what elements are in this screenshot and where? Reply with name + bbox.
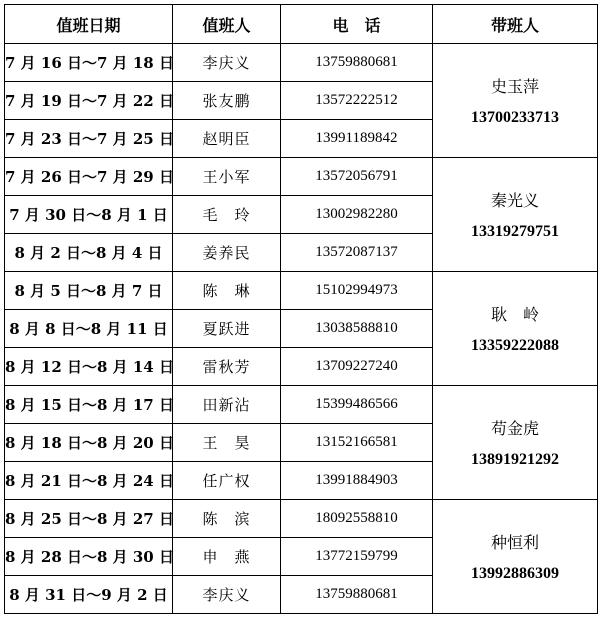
duty-date: 8 月 31 日～9 月 2 日 bbox=[5, 576, 173, 614]
duty-phone: 13759880681 bbox=[281, 44, 433, 82]
duty-date: 7 月 26 日～7 月 29 日 bbox=[5, 158, 173, 196]
header-leader: 带班人 bbox=[433, 5, 598, 44]
duty-phone: 18092558810 bbox=[281, 500, 433, 538]
duty-person: 王 昊 bbox=[173, 424, 281, 462]
duty-date: 8 月 12 日～8 月 14 日 bbox=[5, 348, 173, 386]
duty-date: 8 月 15 日～8 月 17 日 bbox=[5, 386, 173, 424]
duty-date: 8 月 25 日～8 月 27 日 bbox=[5, 500, 173, 538]
duty-person: 毛 玲 bbox=[173, 196, 281, 234]
leader-name: 耿 岭 bbox=[490, 305, 539, 324]
duty-date: 7 月 19 日～7 月 22 日 bbox=[5, 82, 173, 120]
leader-name: 种恒利 bbox=[490, 533, 539, 552]
leader-cell bbox=[433, 44, 598, 158]
duty-person: 雷秋芳 bbox=[173, 348, 281, 386]
leader-phone: 13319279751 bbox=[471, 223, 559, 240]
duty-phone: 13772159799 bbox=[281, 538, 433, 576]
leader-cell bbox=[433, 158, 598, 272]
table-row bbox=[5, 44, 598, 82]
duty-person: 陈 琳 bbox=[173, 272, 281, 310]
duty-schedule-table bbox=[4, 4, 598, 614]
leader-name: 苟金虎 bbox=[490, 419, 539, 438]
duty-phone: 13991884903 bbox=[281, 462, 433, 500]
header-phone: 电 话 bbox=[281, 5, 433, 44]
leader-phone: 13891921292 bbox=[471, 451, 559, 468]
duty-date: 7 月 30 日～8 月 1 日 bbox=[5, 196, 173, 234]
header-person: 值班人 bbox=[173, 5, 281, 44]
duty-date: 8 月 8 日～8 月 11 日 bbox=[5, 310, 173, 348]
duty-phone: 13759880681 bbox=[281, 576, 433, 614]
duty-phone: 13572056791 bbox=[281, 158, 433, 196]
duty-person: 陈 滨 bbox=[173, 500, 281, 538]
duty-date: 8 月 28 日～8 月 30 日 bbox=[5, 538, 173, 576]
duty-date: 8 月 2 日～8 月 4 日 bbox=[5, 234, 173, 272]
duty-date: 8 月 5 日～8 月 7 日 bbox=[5, 272, 173, 310]
header-date: 值班日期 bbox=[5, 5, 173, 44]
duty-person: 任广权 bbox=[173, 462, 281, 500]
duty-date: 8 月 18 日～8 月 20 日 bbox=[5, 424, 173, 462]
duty-phone: 13002982280 bbox=[281, 196, 433, 234]
leader-phone: 13700233713 bbox=[471, 109, 559, 126]
leader-cell bbox=[433, 500, 598, 614]
table-row bbox=[5, 500, 598, 538]
duty-person: 赵明臣 bbox=[173, 120, 281, 158]
leader-name: 秦光义 bbox=[490, 191, 539, 210]
header-row bbox=[5, 5, 598, 44]
leader-phone: 13359222088 bbox=[471, 337, 559, 354]
duty-phone: 13152166581 bbox=[281, 424, 433, 462]
duty-person: 夏跃进 bbox=[173, 310, 281, 348]
leader-name: 史玉萍 bbox=[490, 77, 539, 96]
duty-person: 田新沾 bbox=[173, 386, 281, 424]
duty-phone: 15399486566 bbox=[281, 386, 433, 424]
duty-person: 姜养民 bbox=[173, 234, 281, 272]
duty-phone: 15102994973 bbox=[281, 272, 433, 310]
duty-phone: 13038588810 bbox=[281, 310, 433, 348]
duty-phone: 13991189842 bbox=[281, 120, 433, 158]
duty-date: 7 月 23 日～7 月 25 日 bbox=[5, 120, 173, 158]
duty-person: 申 燕 bbox=[173, 538, 281, 576]
table-row bbox=[5, 158, 598, 196]
duty-date: 8 月 21 日～8 月 24 日 bbox=[5, 462, 173, 500]
duty-rows bbox=[5, 44, 598, 614]
duty-phone: 13709227240 bbox=[281, 348, 433, 386]
duty-person: 李庆义 bbox=[173, 44, 281, 82]
table-row bbox=[5, 386, 598, 424]
duty-person: 王小军 bbox=[173, 158, 281, 196]
duty-person: 李庆义 bbox=[173, 576, 281, 614]
leader-cell bbox=[433, 272, 598, 386]
duty-phone: 13572222512 bbox=[281, 82, 433, 120]
table-row bbox=[5, 272, 598, 310]
duty-phone: 13572087137 bbox=[281, 234, 433, 272]
leader-cell bbox=[433, 386, 598, 500]
duty-date: 7 月 16 日～7 月 18 日 bbox=[5, 44, 173, 82]
leader-phone: 13992886309 bbox=[471, 565, 559, 582]
duty-person: 张友鹏 bbox=[173, 82, 281, 120]
